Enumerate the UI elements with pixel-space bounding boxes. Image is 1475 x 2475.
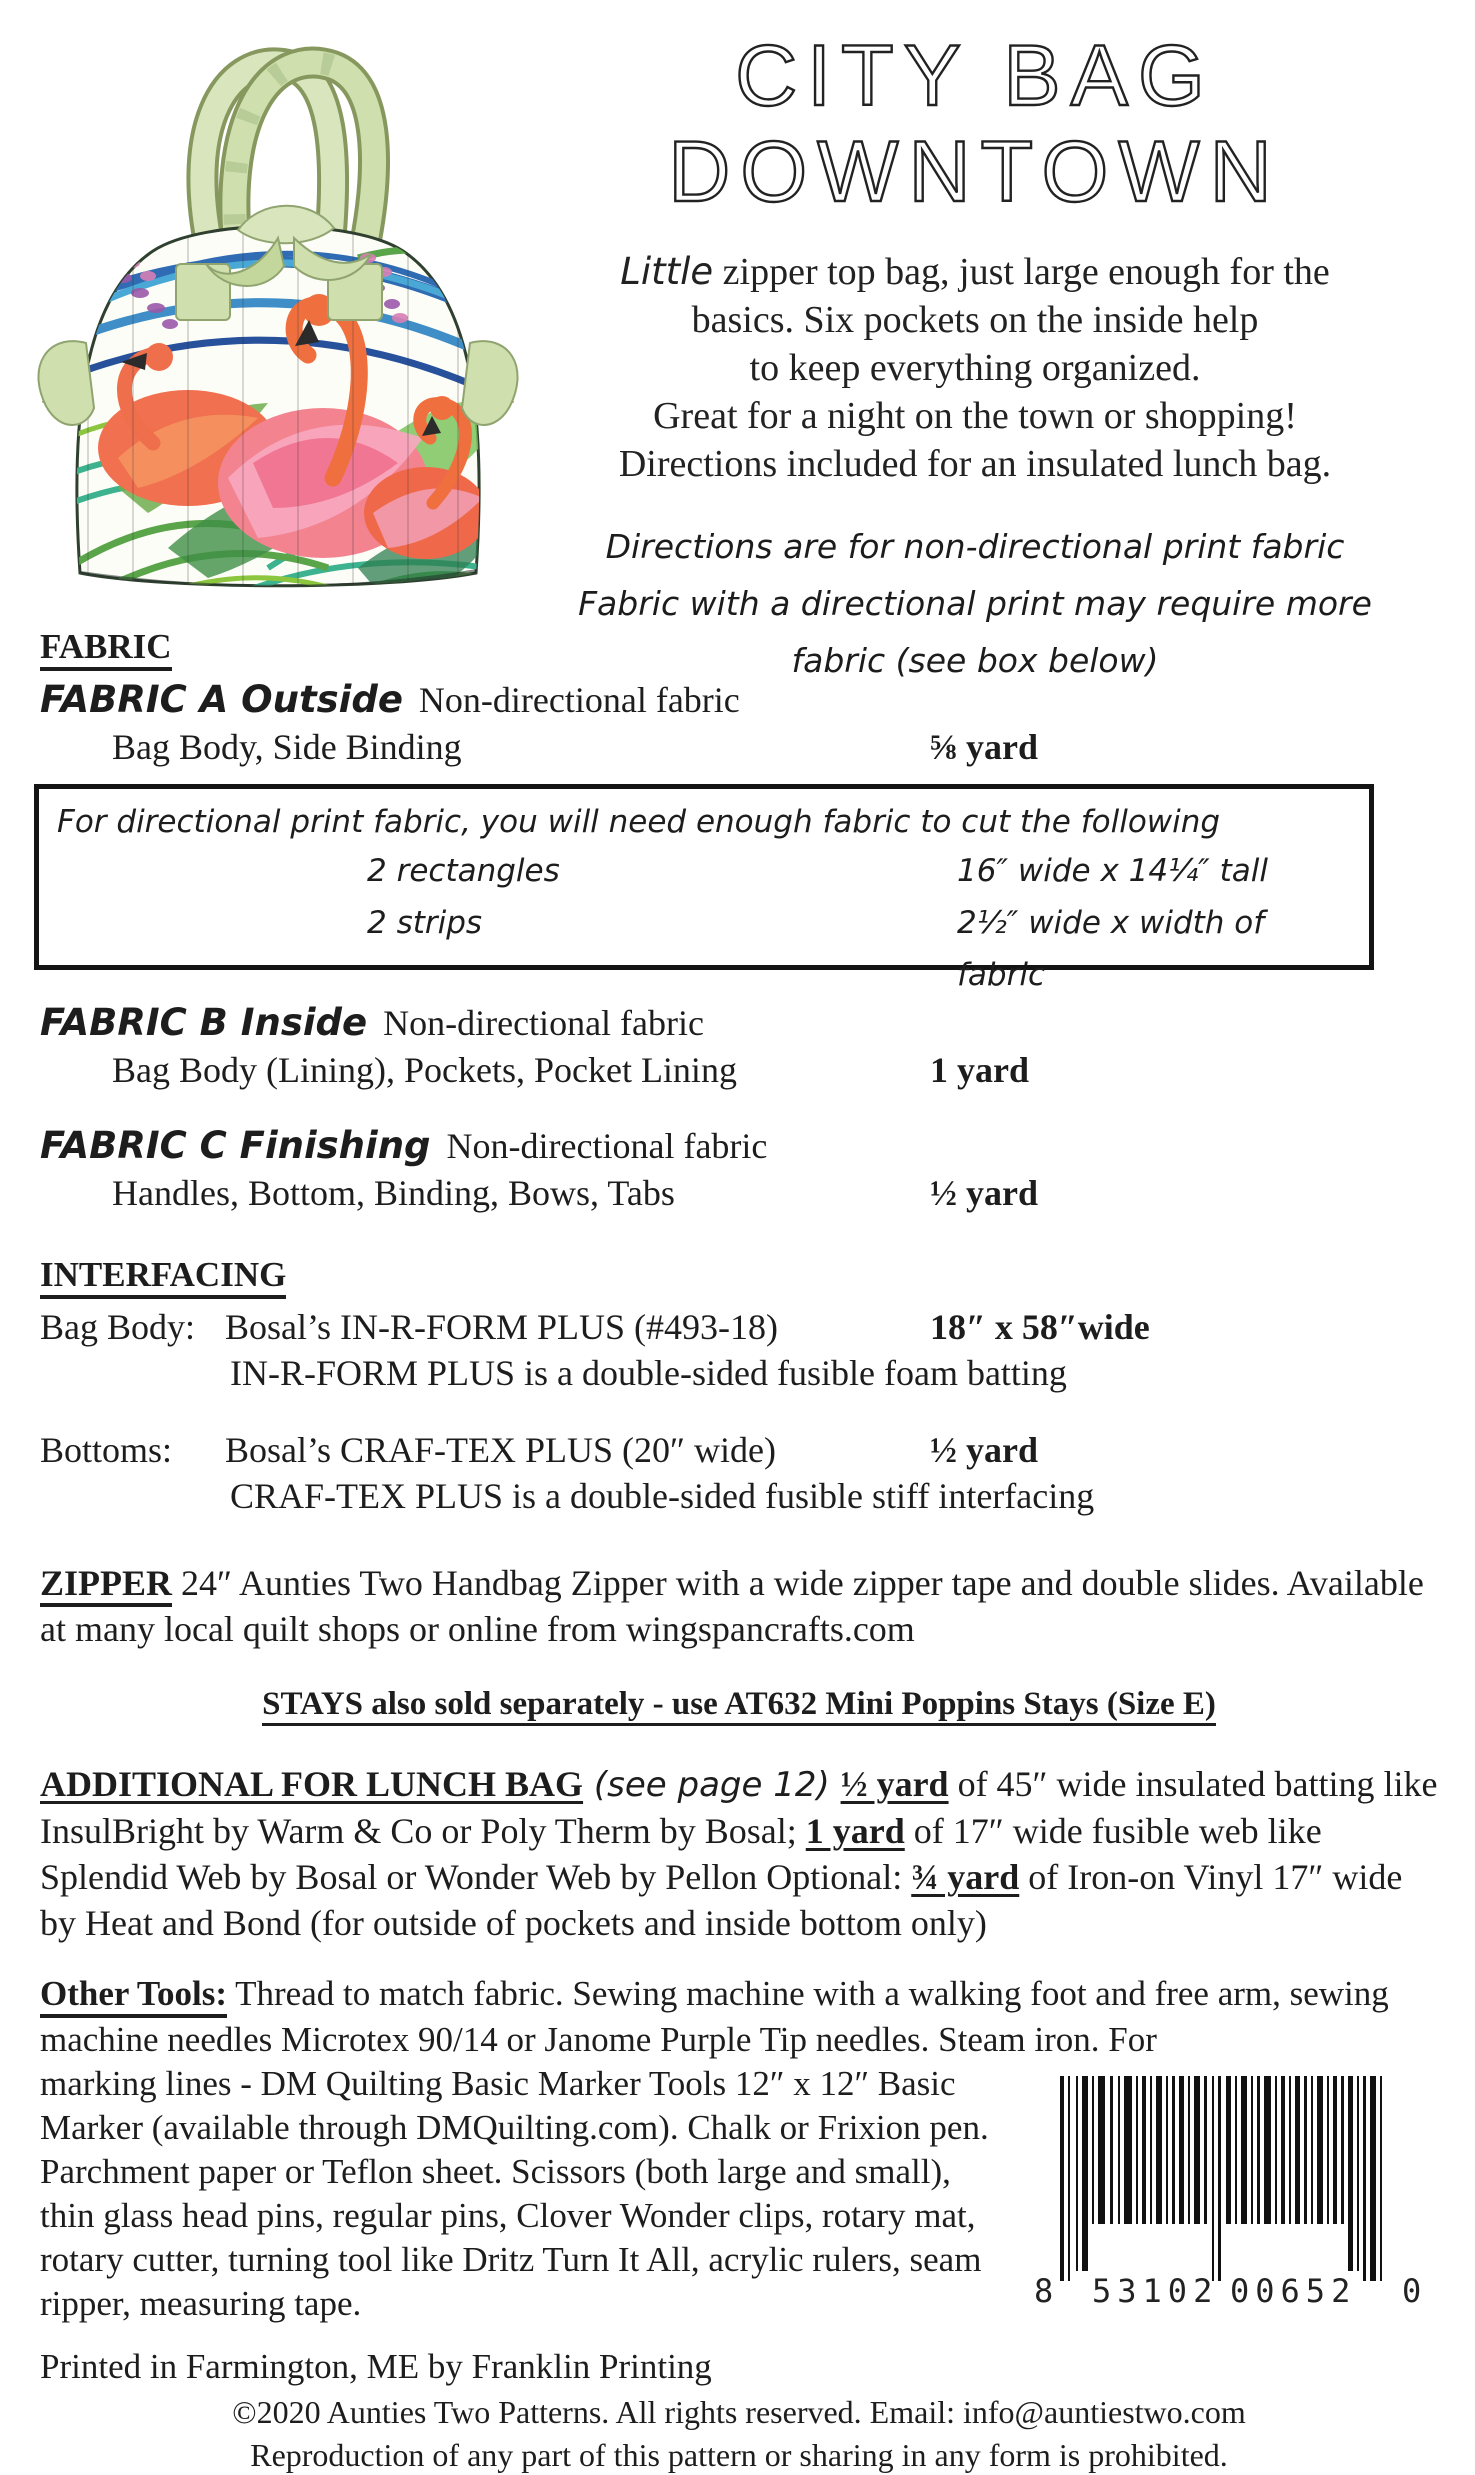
barcode-digit-trail: 0: [1402, 2272, 1422, 2310]
additional-one-yard: 1 yard: [805, 1811, 905, 1851]
barcode-digit-lead: 8: [1034, 2272, 1054, 2310]
intro-line1: zipper top bag, just large enough for the: [713, 251, 1330, 293]
fabric-heading: FABRIC: [40, 624, 1438, 671]
interfacing-bagbody-label: Bag Body:: [40, 1307, 196, 1347]
intro-paragraph: [515, 248, 1435, 488]
intro-line5: Directions included for an insulated lunch bag.: [618, 443, 1332, 485]
additional-threequarter-yard: ¾ yard: [911, 1857, 1020, 1897]
fabric-c-items-row: [40, 1171, 1438, 1216]
upc-barcode: [1030, 2076, 1430, 2318]
additional-half-yard: ½ yard: [840, 1764, 949, 1804]
fabric-b-yardage: 1 yard: [930, 1050, 1029, 1090]
fabric-c-row: [40, 1123, 1438, 1169]
barcode-group1: 53102: [1092, 2272, 1219, 2310]
box-row-strips: [57, 897, 1351, 993]
stays-line: STAYS also sold separately - use AT632 Mini Poppins Stays (Size E): [40, 1682, 1438, 1727]
other-tools-rest: marking lines - DM Quilting Basic Marker Tools 12″ x 12″ Basic Marker (available through DMQuilting.com). Chalk or Frixion pen. Parchment paper or Teflon sheet. Scissors (both large and small), thin glass head pins, regular pins, Clover Wonder clips, rotary mat, rotary cutter, turning tool like Dritz Turn It All, acrylic rulers, seam ripper, measuring tape.: [40, 2064, 989, 2323]
intro-line2: basics. Six pockets on the inside help: [691, 299, 1259, 341]
fabric-b-name: FABRIC B Inside: [40, 1001, 368, 1044]
note-line1: Directions are for non-directional print fabric: [605, 527, 1345, 566]
fabric-c-desc: Non-directional fabric: [446, 1126, 768, 1166]
printed-by-line: Printed in Farmington, ME by Franklin Printing: [40, 2347, 712, 2386]
interfacing-bottoms-row: [40, 1428, 1438, 1473]
interfacing-bottoms-yardage: ½ yard: [930, 1430, 1038, 1470]
box-row1-label: 2 rectangles: [367, 853, 560, 889]
additional-seg1: of 45″ wide insulated batting like InsulBright by Warm & Co or Poly Therm by Bosal;: [40, 1764, 1438, 1851]
interfacing-bagbody-row: [40, 1305, 1438, 1350]
fabric-b-items-row: [40, 1048, 1438, 1093]
fabric-b-desc: Non-directional fabric: [383, 1003, 704, 1043]
interfacing-heading: INTERFACING: [40, 1252, 1438, 1299]
interfacing-bottoms-desc: Bosal’s CRAF-TEX PLUS (20″ wide): [225, 1430, 777, 1470]
interfacing-bagbody-size: 18″ x 58″wide: [930, 1307, 1150, 1347]
other-tools-paragraph: [40, 1972, 1438, 2062]
other-tools-heading: Other Tools:: [40, 1975, 227, 2018]
fabric-a-desc: Non-directional fabric: [418, 680, 740, 720]
box-intro-line: For directional print fabric, you will need enough fabric to cut the following: [57, 804, 1221, 840]
box-row1-value: 16″ wide x 14¼″ tall: [957, 853, 1268, 889]
fabric-c-yardage: ½ yard: [930, 1173, 1038, 1213]
fabric-a-row: [40, 677, 1438, 723]
bag-illustration: [28, 8, 528, 628]
fabric-b-items: Bag Body (Lining), Pockets, Pocket Lining: [112, 1050, 737, 1090]
intro-line4: Great for a night on the town or shopping!: [653, 395, 1297, 437]
zipper-paragraph: [40, 1561, 1438, 1652]
zipper-text: 24″ Aunties Two Handbag Zipper with a wide zipper tape and double slides. Available at many local quilt shops or online from wingspancrafts.com: [40, 1563, 1424, 1649]
fabric-c-name: FABRIC C Finishing: [40, 1124, 431, 1167]
fabric-a-items-row: [40, 725, 1438, 770]
bag-photo: [28, 8, 528, 628]
additional-heading: ADDITIONAL FOR LUNCH BAG: [40, 1764, 584, 1804]
pattern-title-line1: CITY BAG: [735, 28, 1215, 124]
box-row-rectangles: [57, 845, 1351, 897]
fabric-c-items: Handles, Bottom, Binding, Bows, Tabs: [112, 1173, 675, 1213]
interfacing-bottoms-note: CRAF-TEX PLUS is a double-sided fusible stiff interfacing: [230, 1476, 1095, 1516]
reproduction-line: Reproduction of any part of this pattern or sharing in any form is prohibited.: [250, 2437, 1228, 2473]
additional-see-page: (see page 12): [583, 1765, 841, 1805]
zipper-heading: ZIPPER: [40, 1564, 172, 1607]
directional-fabric-box: [34, 784, 1374, 993]
additional-seg2: of 17″ wide fusible web like Splendid Web by Bosal or Wonder Web by Pellon Optional:: [40, 1811, 1322, 1897]
other-tools-intro: Thread to match fabric. Sewing machine with a walking foot and free arm, sewing machine needles Microtex 90/14 or Janome Purple Tip needles. Steam iron. For: [40, 1974, 1389, 2059]
fabric-a-yardage: ⅝ yard: [930, 727, 1038, 767]
interfacing-bagbody-note: IN-R-FORM PLUS is a double-sided fusible foam batting: [230, 1353, 1067, 1393]
additional-seg3: of Iron-on Vinyl 17″ wide by Heat and Bond (for outside of pockets and inside bottom only): [40, 1857, 1403, 1943]
intro-line3: to keep everything organized.: [749, 347, 1201, 389]
interfacing-bottoms-label: Bottoms:: [40, 1430, 173, 1470]
copyright-line: ©2020 Aunties Two Patterns. All rights reserved. Email: info@auntiestwo.com: [232, 2394, 1246, 2430]
box-row2-label: 2 strips: [367, 905, 483, 941]
intro-lead-word: Little: [620, 250, 714, 293]
barcode-group2: 00652: [1230, 2272, 1357, 2310]
note-line3: fabric (see box below): [791, 641, 1159, 680]
box-row2-value: 2½″ wide x width of fabric: [957, 905, 1265, 993]
pattern-title-line2: DOWNTOWN: [668, 124, 1282, 220]
additional-lunch-bag-paragraph: [40, 1761, 1438, 1946]
other-tools-wrap: [40, 2062, 1438, 2326]
interfacing-bagbody-desc: Bosal’s IN-R-FORM PLUS (#493-18): [225, 1307, 779, 1347]
fabric-a-items: Bag Body, Side Binding: [112, 727, 462, 767]
side-tab-left: [38, 341, 94, 425]
note-line2: Fabric with a directional print may require more: [578, 584, 1372, 623]
fabric-b-row: [40, 1000, 1438, 1046]
side-tab-right: [462, 341, 518, 425]
fabric-a-name: FABRIC A Outside: [40, 678, 403, 721]
